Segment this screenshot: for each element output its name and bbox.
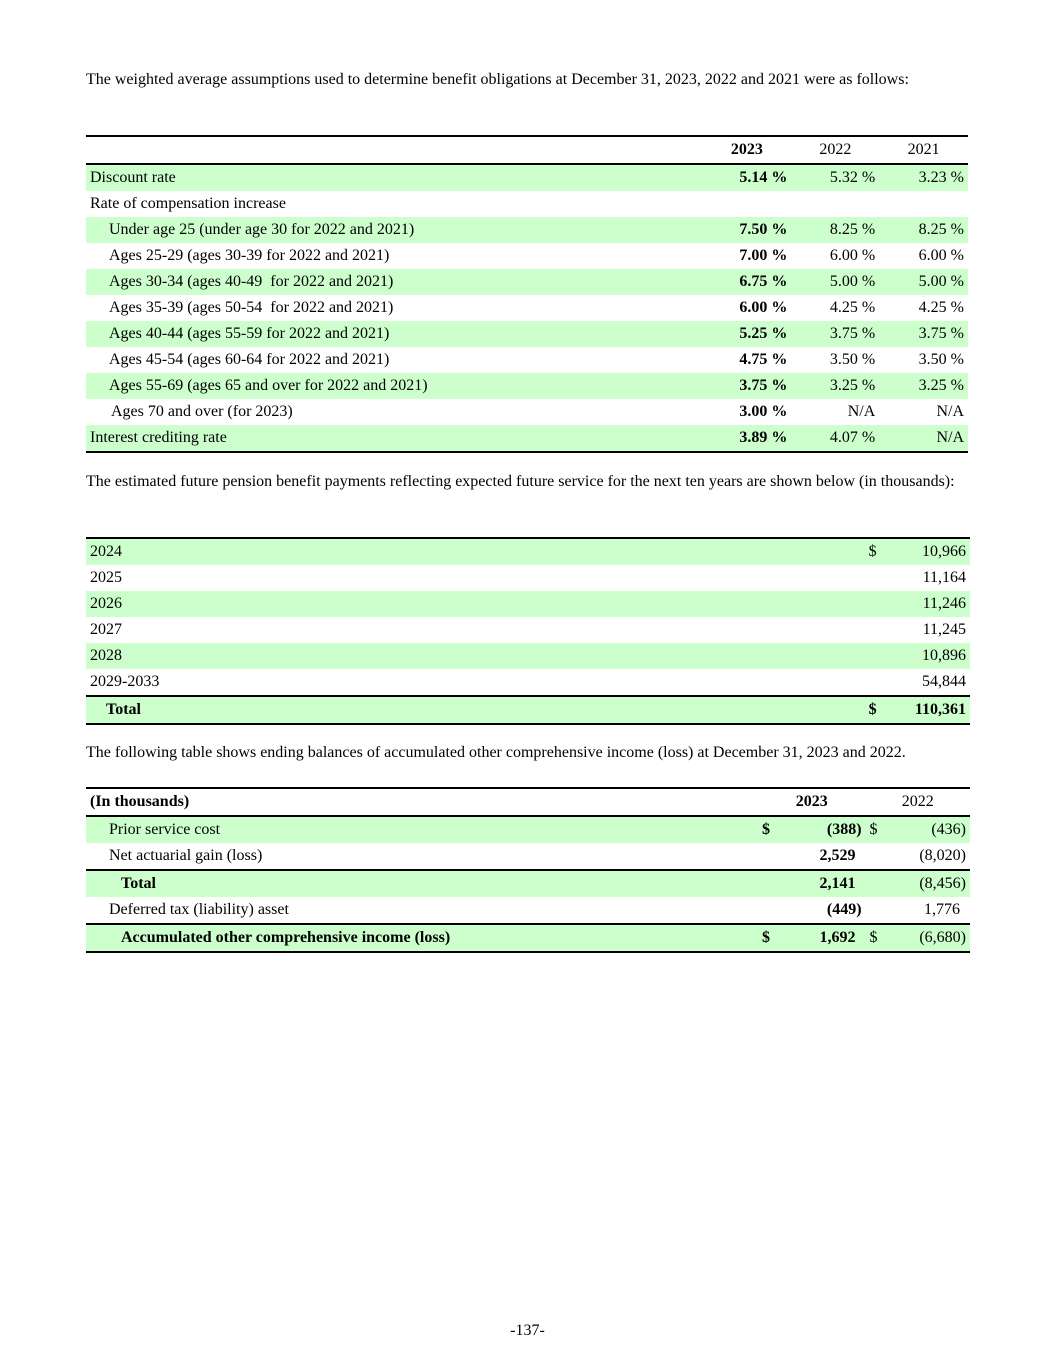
table-row	[86, 617, 970, 643]
table-header-row	[86, 136, 968, 164]
value-2022: 1,776	[889, 897, 970, 924]
value-2023: 3.89 %	[702, 425, 791, 452]
row-label: Ages 30-34 (ages 40-49 for 2022 and 2021)	[86, 269, 702, 295]
table-row	[86, 269, 968, 295]
value-2021	[879, 191, 968, 217]
currency-2023	[758, 870, 785, 897]
row-label: Deferred tax (liability) asset	[109, 901, 289, 918]
value-2021: 3.23 %	[879, 164, 968, 191]
table-row	[86, 843, 970, 870]
value-2021: N/A	[936, 403, 964, 420]
value-2023	[702, 191, 791, 217]
benefit-payments-table	[86, 537, 970, 725]
value-2023: 5.25 %	[702, 321, 791, 347]
aoci-table	[86, 787, 970, 953]
value-2022: 4.25 %	[829, 299, 876, 316]
assumptions-intro: The weighted average assumptions used to determine benefit obligations at December 31, 2023, 2022 and 2021 were as follows:	[86, 71, 909, 88]
value-2022: 6.00 %	[829, 247, 876, 264]
value-2023: (388)	[785, 816, 866, 843]
aoci-intro: The following table shows ending balances of accumulated other comprehensive income (loss) at December 31, 2023 and 2022.	[86, 744, 906, 761]
total-row	[86, 924, 970, 952]
table-row	[86, 669, 970, 696]
payment-value: 11,245	[922, 621, 966, 638]
currency-2022: $	[866, 816, 889, 843]
value-2023: (449)	[785, 897, 866, 924]
header-2023: 2023	[702, 136, 791, 164]
payment-value: 10,966	[892, 538, 970, 565]
row-label: Ages 40-44 (ages 55-59 for 2022 and 2021)	[86, 321, 702, 347]
payment-value: 10,896	[892, 643, 970, 669]
value-2022: 3.50 %	[829, 351, 876, 368]
currency-2022	[866, 843, 889, 870]
currency-2023: $	[758, 816, 785, 843]
table-row	[86, 425, 968, 452]
value-2021: 3.75 %	[879, 321, 968, 347]
total-label: Total	[86, 696, 865, 724]
table-row	[86, 373, 968, 399]
year-label: 2024	[86, 538, 865, 565]
currency-symbol: $	[865, 696, 893, 724]
row-label: Accumulated other comprehensive income (loss)	[86, 924, 758, 952]
value-2023: 6.00 %	[739, 299, 788, 316]
currency-2023: $	[758, 924, 785, 952]
table-row	[86, 591, 970, 617]
row-label: Ages 55-69 (ages 65 and over for 2022 and 2021)	[86, 373, 702, 399]
year-label: 2027	[90, 621, 122, 638]
row-label: Under age 25 (under age 30 for 2022 and 2021)	[86, 217, 702, 243]
row-label: Ages 70 and over (for 2023)	[111, 403, 293, 420]
payment-value: 11,164	[922, 569, 966, 586]
subtotal-row	[86, 870, 970, 897]
currency-2022: $	[866, 924, 889, 952]
table-row	[86, 565, 970, 591]
currency-2022	[866, 897, 889, 924]
table-row	[86, 217, 968, 243]
currency-symbol	[865, 591, 893, 617]
value-2021: 4.25 %	[918, 299, 964, 316]
value-2022: 3.25 %	[791, 373, 879, 399]
value-2022: 5.32 %	[791, 164, 879, 191]
row-label: Prior service cost	[86, 816, 758, 843]
value-2021: 3.50 %	[918, 351, 964, 368]
row-label: Discount rate	[86, 164, 702, 191]
value-2023: 6.75 %	[702, 269, 791, 295]
header-2022: 2022	[866, 788, 970, 816]
value-2023: 2,529	[785, 843, 866, 870]
currency-symbol	[865, 669, 893, 696]
row-label: Ages 35-39 (ages 50-54 for 2022 and 2021)	[109, 299, 394, 316]
row-label: Ages 45-54 (ages 60-64 for 2022 and 2021)	[109, 351, 390, 368]
currency-2023	[758, 843, 785, 870]
value-2022: 4.07 %	[791, 425, 879, 452]
value-2022: 5.00 %	[791, 269, 879, 295]
value-2021: 5.00 %	[879, 269, 968, 295]
value-2021: 8.25 %	[879, 217, 968, 243]
year-label: 2026	[86, 591, 865, 617]
row-label: Ages 25-29 (ages 30-39 for 2022 and 2021)	[109, 247, 390, 264]
header-2021: 2021	[879, 136, 968, 164]
payment-value: 54,844	[922, 673, 966, 690]
assumptions-table	[86, 135, 968, 453]
value-2022: 8.25 %	[791, 217, 879, 243]
row-label: Rate of compensation increase	[90, 195, 286, 212]
table-row	[86, 321, 968, 347]
table-row	[86, 538, 970, 565]
header-label-cell	[86, 136, 702, 164]
total-value: 110,361	[892, 696, 970, 724]
value-2023: 7.00 %	[739, 247, 788, 264]
value-2023: 5.14 %	[702, 164, 791, 191]
value-2021: 3.25 %	[879, 373, 968, 399]
row-label: Net actuarial gain (loss)	[109, 847, 263, 864]
value-2023: 7.50 %	[702, 217, 791, 243]
value-2021: 6.00 %	[918, 247, 964, 264]
currency-2023	[758, 897, 785, 924]
currency-symbol	[865, 617, 893, 643]
header-2022: 2022	[791, 136, 879, 164]
page-number: -137-	[510, 1322, 545, 1339]
table-row	[86, 243, 968, 269]
table-row	[86, 816, 970, 843]
header-2023: 2023	[758, 788, 866, 816]
table-row	[86, 295, 968, 321]
table-row	[86, 347, 968, 373]
payments-intro: The estimated future pension benefit payments reflecting expected future service for the next ten years are shown below (in thousands):	[86, 473, 955, 490]
value-2022: 3.75 %	[791, 321, 879, 347]
value-2022: (6,680)	[889, 924, 970, 952]
total-row	[86, 696, 970, 724]
value-2022: (436)	[889, 816, 970, 843]
table-header-row	[86, 788, 970, 816]
table-row	[86, 164, 968, 191]
table-row	[86, 191, 968, 217]
value-2022: (8,020)	[889, 843, 970, 870]
value-2023: 4.75 %	[739, 351, 788, 368]
year-label: 2028	[86, 643, 865, 669]
value-2021: N/A	[879, 425, 968, 452]
header-label: (In thousands)	[86, 788, 758, 816]
table-row	[86, 643, 970, 669]
currency-symbol: $	[865, 538, 893, 565]
currency-2022	[866, 870, 889, 897]
currency-symbol	[865, 643, 893, 669]
value-2022: (8,456)	[889, 870, 970, 897]
value-2022: N/A	[847, 403, 876, 420]
year-label: 2029-2033	[90, 673, 160, 690]
value-2023: 2,141	[785, 870, 866, 897]
row-label: Total	[86, 870, 758, 897]
value-2022	[791, 191, 879, 217]
year-label: 2025	[90, 569, 122, 586]
payment-value: 11,246	[892, 591, 970, 617]
value-2023: 1,692	[785, 924, 866, 952]
table-row	[86, 897, 970, 924]
value-2023: 3.00 %	[739, 403, 788, 420]
row-label: Interest crediting rate	[86, 425, 702, 452]
table-row	[86, 399, 968, 425]
currency-symbol	[865, 565, 893, 591]
value-2023: 3.75 %	[702, 373, 791, 399]
